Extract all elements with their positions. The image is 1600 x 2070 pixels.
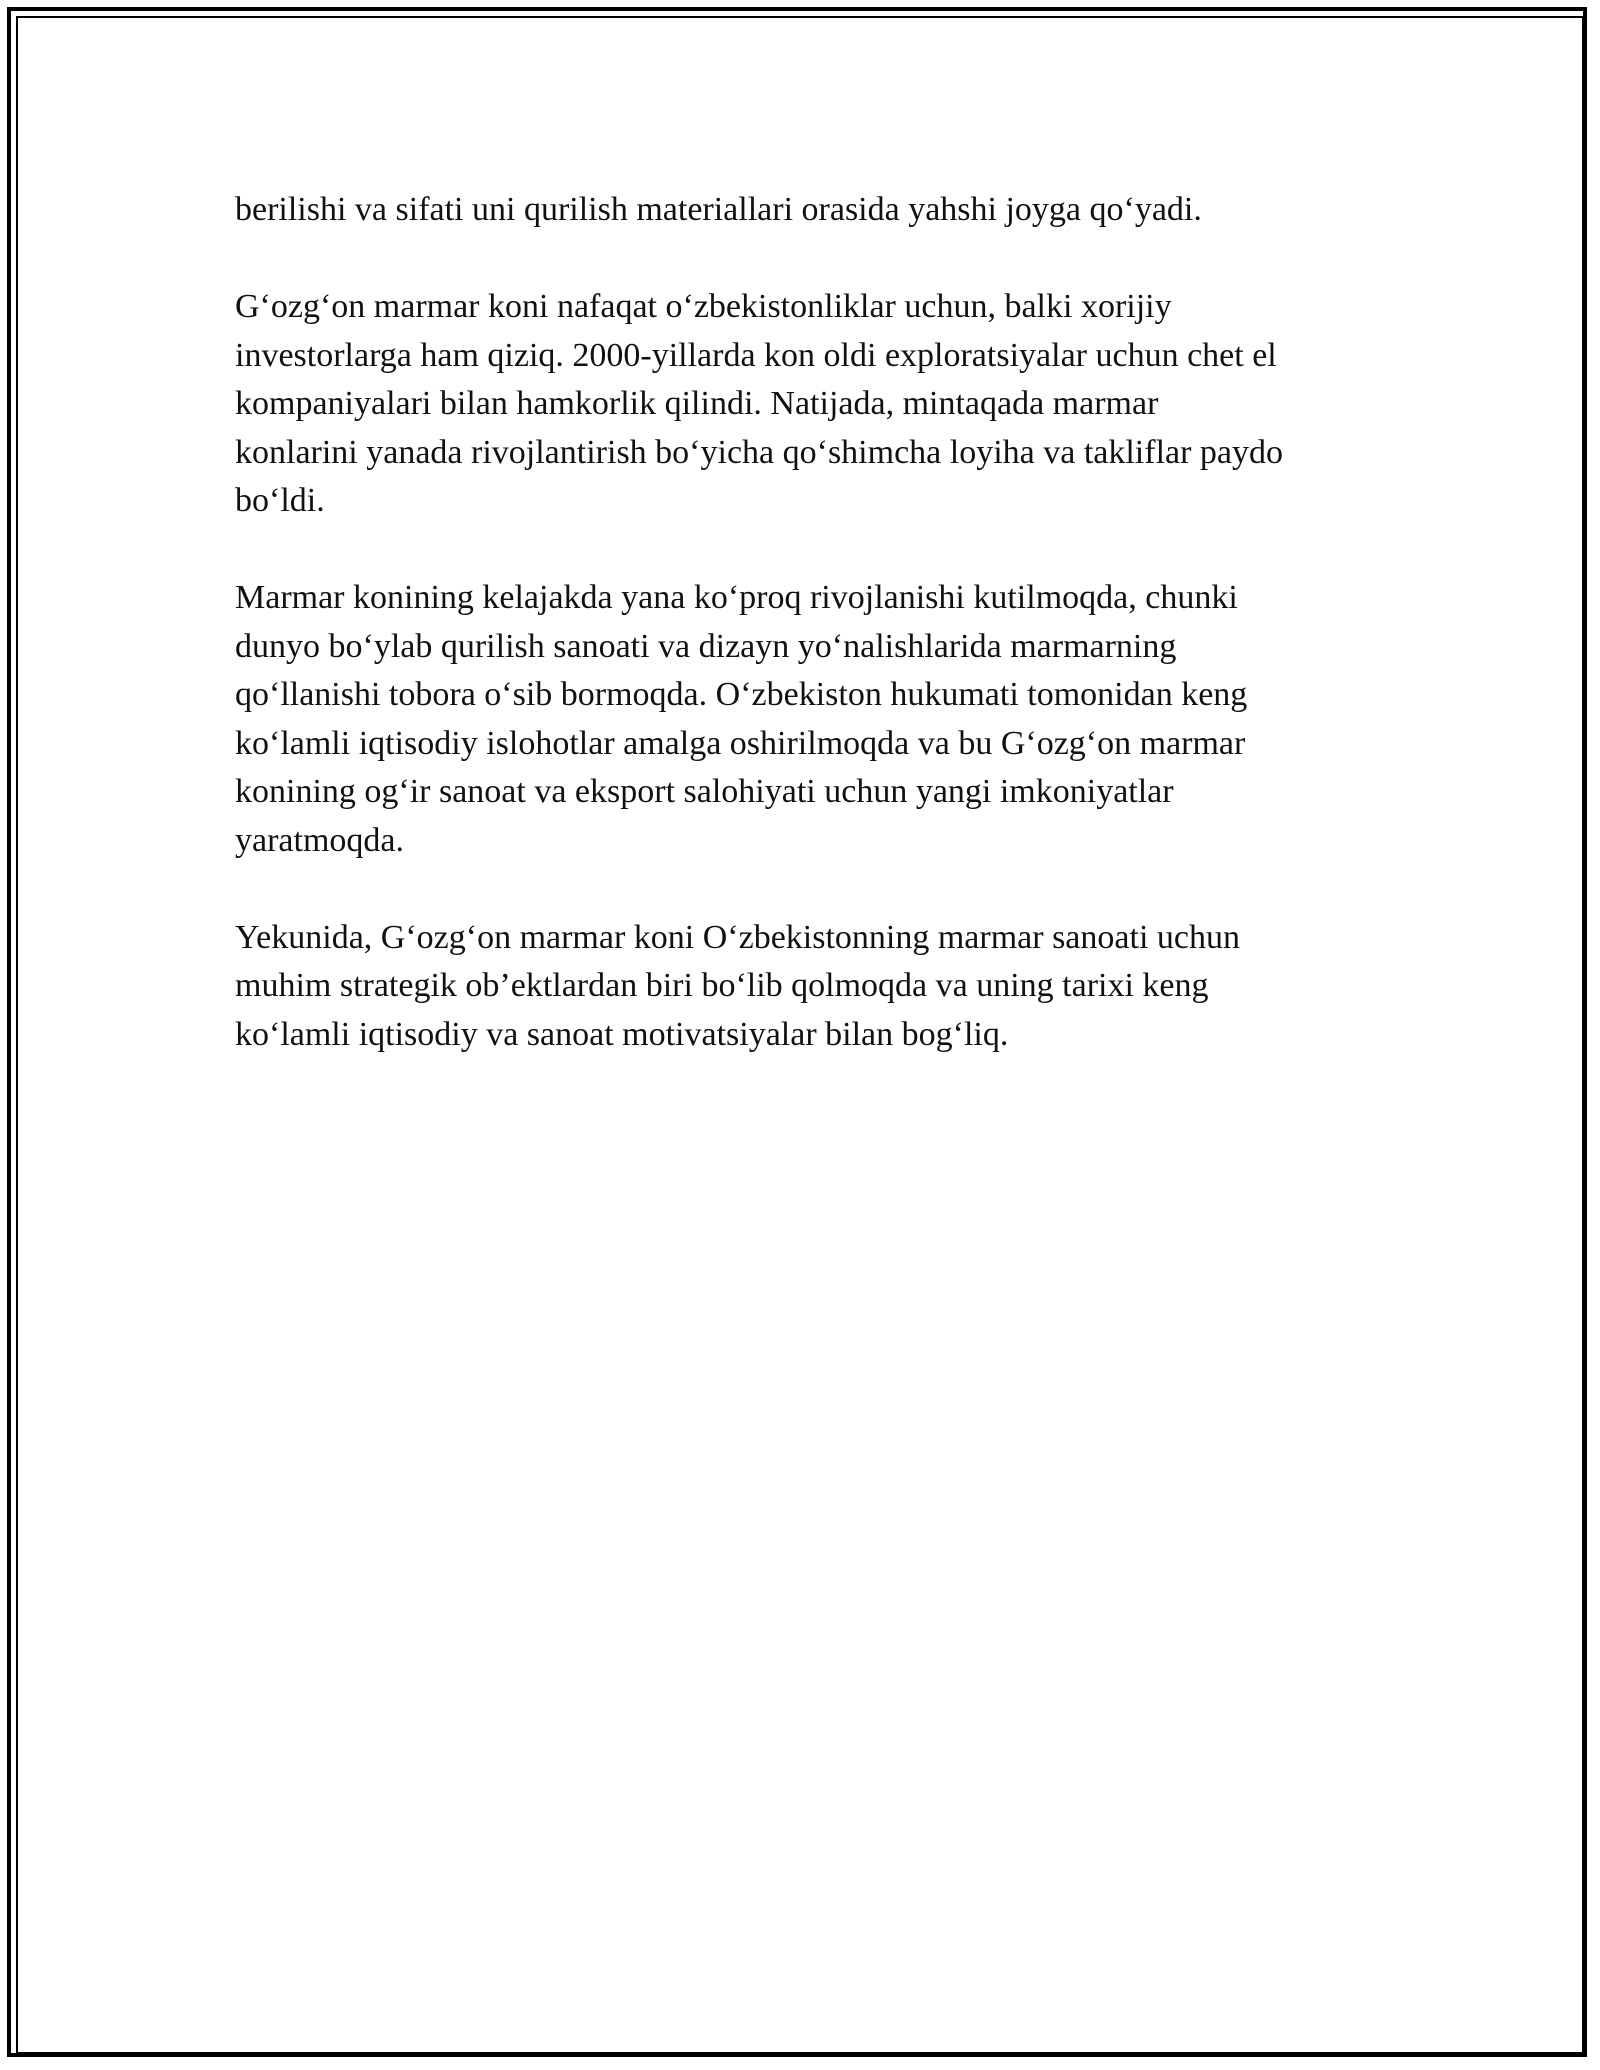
paragraph-2: G‘ozg‘on marmar koni nafaqat o‘zbekistonliklar uchun, balki xorijiy investorlarga ham qiziq. 2000-yillarda kon oldi exploratsiyalar uchun chet el kompaniyalari bilan hamkorlik qilindi. Natijada, mintaqada marmar konlarini yanada rivojlantirish bo‘yicha qo‘shimcha loyiha va takliflar paydo bo‘ldi. [235, 288, 1284, 519]
paragraph-3: Marmar konining kelajakda yana ko‘proq rivojlanishi kutilmoqda, chunki dunyo bo‘ylab qurilish sanoati va dizayn yo‘nalishlarida marmarning qo‘llanishi tobora o‘sib bormoqda. O‘zbekiston hukumati tomonidan keng ko‘lamli iqtisodiy islohotlar amalga oshirilmoqda va bu G‘ozg‘on marmar konining og‘ir sanoat va eksport salohiyati uchun yangi imkoniyatlar yaratmoqda. [235, 579, 1248, 859]
document-body [235, 186, 1385, 1108]
paragraph-4: Yekunida, G‘ozg‘on marmar koni O‘zbekistonning marmar sanoati uchun muhim strategik ob’ektlardan biri bo‘lib qolmoqda va uning tarixi keng ko‘lamli iqtisodiy va sanoat motivatsiyalar bilan bog‘liq. [235, 918, 1240, 1053]
paragraph-1: berilishi va sifati uni qurilish materiallari orasida yahshi joyga qo‘yadi. [235, 191, 1202, 228]
